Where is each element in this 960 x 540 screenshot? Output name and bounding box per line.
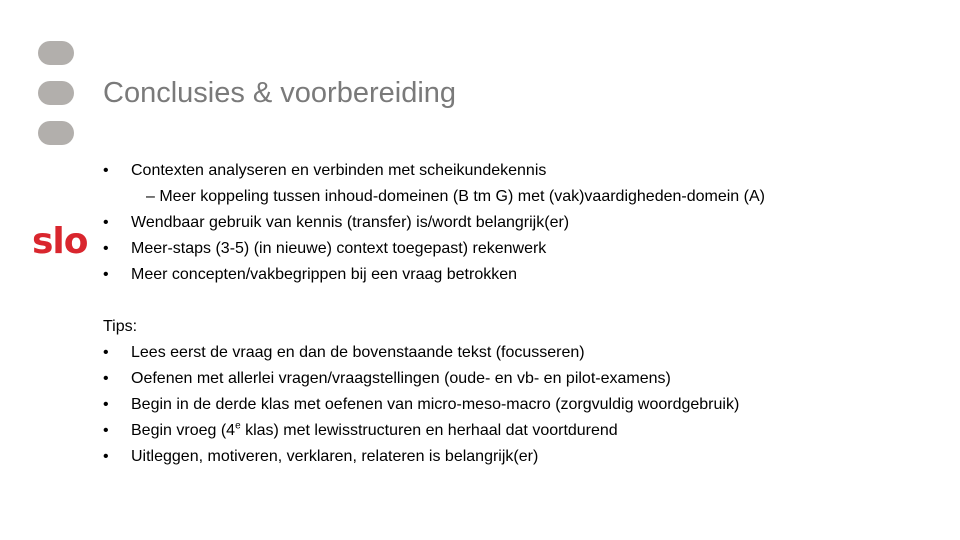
- tip-item-3: Begin in de derde klas met oefenen van micro-meso-macro (zorgvuldig woordgebruik): [131, 396, 740, 413]
- decorative-dot-middle: [38, 81, 74, 105]
- bullet-marker: •: [103, 214, 109, 231]
- slo-logo: slo: [32, 221, 88, 262]
- bullet-marker: •: [103, 162, 109, 179]
- bullet-marker: •: [103, 422, 109, 439]
- conclusion-item-3: Meer-staps (3-5) (in nieuwe) context toegepast) rekenwerk: [131, 240, 547, 257]
- decorative-dot-bottom: [38, 121, 74, 145]
- tip-item-5: Uitleggen, motiveren, verklaren, relateren is belangrijk(er): [131, 448, 539, 465]
- bullet-marker: •: [103, 266, 109, 283]
- tips-heading: Tips:: [103, 318, 138, 335]
- tip-item-2: Oefenen met allerlei vragen/vraagstellingen (oude- en vb- en pilot-examens): [131, 370, 671, 387]
- conclusion-item-2: Wendbaar gebruik van kennis (transfer) is/wordt belangrijk(er): [131, 214, 570, 231]
- bullet-marker: •: [103, 448, 109, 465]
- tip-item-4-start: Begin vroeg (4: [131, 422, 236, 439]
- tip-item-4-superscript: e: [235, 420, 241, 432]
- conclusion-item-1: Contexten analyseren en verbinden met scheikundekennis: [131, 162, 547, 179]
- decorative-dot-top: [38, 41, 74, 65]
- bullet-marker: •: [103, 396, 109, 413]
- bullet-marker: •: [103, 370, 109, 387]
- slide-title: Conclusies & voorbereiding: [103, 77, 457, 109]
- bullet-marker: •: [103, 344, 109, 361]
- bullet-marker: •: [103, 240, 109, 257]
- tip-item-1: Lees eerst de vraag en dan de bovenstaande tekst (focusseren): [131, 344, 585, 361]
- conclusion-item-4: Meer concepten/vakbegrippen bij een vraag betrokken: [131, 266, 518, 283]
- conclusion-sub-item: – Meer koppeling tussen inhoud-domeinen (B tm G) met (vak)vaardigheden-domein (A): [146, 188, 765, 205]
- tip-item-4: [131, 421, 618, 441]
- tip-item-4-end: klas) met lewisstructuren en herhaal dat voortdurend: [240, 422, 618, 439]
